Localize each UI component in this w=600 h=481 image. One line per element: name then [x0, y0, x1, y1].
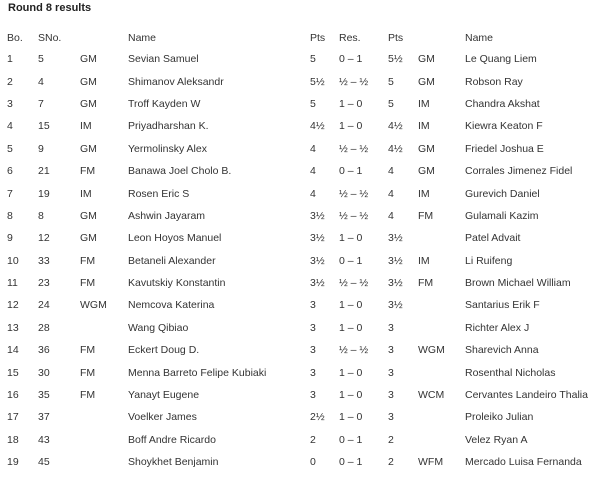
black-player-name: Le Quang Liem	[465, 53, 537, 66]
table-row	[0, 429, 600, 451]
black-title-cell	[418, 406, 465, 428]
white-player-name: Priyadharshan K.	[128, 120, 209, 133]
white-points-cell: 2½	[310, 411, 325, 424]
table-row	[0, 406, 600, 428]
black-title-cell	[418, 317, 465, 339]
board-cell: 9	[7, 232, 13, 245]
black-points-cell: 2	[388, 456, 394, 469]
result-cell: 0 – 1	[339, 456, 363, 469]
black-title-cell	[418, 294, 465, 316]
start-number-cell: 45	[38, 456, 50, 469]
black-title-cell: IM	[418, 254, 430, 267]
table-row	[0, 70, 600, 92]
white-points-cell: 5	[310, 97, 316, 110]
white-player-name: Wang Qibiao	[128, 321, 189, 334]
white-points-cell: 3	[310, 389, 316, 402]
result-cell: 0 – 1	[339, 53, 363, 66]
page-title: Round 8 results	[8, 2, 92, 14]
result-cell: ½ – ½	[339, 75, 369, 88]
start-number-cell: 35	[38, 389, 50, 402]
start-number-cell: 5	[38, 53, 44, 66]
start-number-cell: 21	[38, 165, 50, 178]
board-cell: 7	[7, 187, 13, 200]
table-row	[0, 205, 600, 227]
white-player-name: Shimanov Aleksandr	[128, 75, 224, 88]
table-row	[0, 317, 600, 339]
header-pts-white: Pts	[310, 32, 326, 44]
white-points-cell: 3	[310, 344, 316, 357]
table-row	[0, 384, 600, 406]
black-title-cell: IM	[418, 120, 430, 133]
result-cell: 1 – 0	[339, 97, 363, 110]
result-cell: 1 – 0	[339, 120, 363, 133]
black-points-cell: 4	[388, 209, 394, 222]
header-sno: SNo.	[38, 32, 62, 44]
start-number-cell: 8	[38, 209, 44, 222]
white-points-cell: 0	[310, 456, 316, 469]
black-player-name: Cervantes Landeiro Thalia	[465, 389, 588, 402]
white-player-name: Betaneli Alexander	[128, 254, 216, 267]
board-cell: 10	[7, 254, 19, 267]
black-player-name: Mercado Luisa Fernanda	[465, 456, 582, 469]
white-title-cell: FM	[80, 344, 96, 357]
white-points-cell: 4	[310, 142, 316, 155]
black-player-name: Friedel Joshua E	[465, 142, 544, 155]
board-cell: 6	[7, 165, 13, 178]
white-title-cell: FM	[80, 277, 96, 290]
white-points-cell: 3½	[310, 232, 325, 245]
black-title-cell: GM	[418, 53, 435, 66]
black-player-name: Patel Advait	[465, 232, 521, 245]
black-title-cell: WGM	[418, 344, 445, 357]
black-points-cell: 5½	[388, 53, 403, 66]
result-cell: ½ – ½	[339, 142, 369, 155]
white-points-cell: 3	[310, 366, 316, 379]
white-title-cell: WGM	[80, 299, 107, 312]
white-player-name: Banawa Joel Cholo B.	[128, 165, 232, 178]
result-cell: 0 – 1	[339, 165, 363, 178]
board-cell: 15	[7, 366, 19, 379]
white-player-name: Voelker James	[128, 411, 197, 424]
board-cell: 18	[7, 433, 19, 446]
black-player-name: Li Ruifeng	[465, 254, 513, 267]
black-points-cell: 4	[388, 187, 394, 200]
white-title-cell: GM	[80, 142, 97, 155]
white-points-cell: 3½	[310, 277, 325, 290]
black-player-name: Richter Alex J	[465, 321, 530, 334]
board-cell: 14	[7, 344, 19, 357]
black-player-name: Gulamali Kazim	[465, 209, 539, 222]
table-row	[0, 138, 600, 160]
white-player-name: Shoykhet Benjamin	[128, 456, 219, 469]
white-title-cell: GM	[80, 53, 97, 66]
table-row	[0, 250, 600, 272]
table-row	[0, 115, 600, 137]
results-body	[0, 48, 600, 473]
black-points-cell: 3½	[388, 299, 403, 312]
start-number-cell: 43	[38, 433, 50, 446]
header-result: Res.	[339, 32, 361, 44]
header-board: Bo.	[7, 32, 23, 44]
board-cell: 19	[7, 456, 19, 469]
white-player-name: Troff Kayden W	[128, 97, 201, 110]
start-number-cell: 15	[38, 120, 50, 133]
white-points-cell: 3	[310, 299, 316, 312]
black-player-name: Brown Michael William	[465, 277, 571, 290]
white-player-name: Boff Andre Ricardo	[128, 433, 216, 446]
table-row	[0, 227, 600, 249]
black-player-name: Kiewra Keaton F	[465, 120, 543, 133]
black-player-name: Rosenthal Nicholas	[465, 366, 556, 379]
black-player-name: Corrales Jimenez Fidel	[465, 165, 573, 178]
white-title-cell: IM	[80, 187, 92, 200]
result-cell: 1 – 0	[339, 389, 363, 402]
black-title-cell: GM	[418, 165, 435, 178]
black-points-cell: 3	[388, 344, 394, 357]
white-player-name: Kavutskiy Konstantin	[128, 277, 226, 290]
black-points-cell: 4½	[388, 142, 403, 155]
white-title-cell: GM	[80, 232, 97, 245]
white-player-name: Yanayt Eugene	[128, 389, 200, 402]
table-row	[0, 451, 600, 473]
black-player-name: Proleiko Julian	[465, 411, 534, 424]
black-player-name: Sharevich Anna	[465, 344, 539, 357]
white-title-cell: FM	[80, 254, 96, 267]
black-title-cell	[418, 227, 465, 249]
white-player-name: Eckert Doug D.	[128, 344, 200, 357]
result-cell: 1 – 0	[339, 232, 363, 245]
white-points-cell: 2	[310, 433, 316, 446]
result-cell: ½ – ½	[339, 209, 369, 222]
start-number-cell: 4	[38, 75, 44, 88]
white-player-name: Nemcova Katerina	[128, 299, 215, 312]
result-cell: 0 – 1	[339, 254, 363, 267]
table-row	[0, 182, 600, 204]
black-title-cell: IM	[418, 187, 430, 200]
result-cell: ½ – ½	[339, 344, 369, 357]
white-points-cell: 4½	[310, 120, 325, 133]
black-title-cell: FM	[418, 209, 434, 222]
black-player-name: Velez Ryan A	[465, 433, 528, 446]
black-points-cell: 4½	[388, 120, 403, 133]
white-player-name: Ashwin Jayaram	[128, 209, 206, 222]
table-row	[0, 93, 600, 115]
white-title-cell: IM	[80, 120, 92, 133]
header-name-white: Name	[128, 32, 157, 44]
header-title-black	[418, 28, 465, 48]
result-cell: 1 – 0	[339, 321, 363, 334]
white-player-name: Sevian Samuel	[128, 53, 199, 66]
white-player-name: Leon Hoyos Manuel	[128, 232, 222, 245]
start-number-cell: 7	[38, 97, 44, 110]
table-row	[0, 339, 600, 361]
white-points-cell: 3½	[310, 254, 325, 267]
black-title-cell	[418, 361, 465, 383]
board-cell: 16	[7, 389, 19, 402]
start-number-cell: 23	[38, 277, 50, 290]
start-number-cell: 36	[38, 344, 50, 357]
table-row	[0, 361, 600, 383]
black-player-name: Robson Ray	[465, 75, 523, 88]
start-number-cell: 12	[38, 232, 50, 245]
black-points-cell: 3	[388, 321, 394, 334]
board-cell: 4	[7, 120, 13, 133]
black-points-cell: 2	[388, 433, 394, 446]
header-name-black: Name	[465, 32, 494, 44]
start-number-cell: 37	[38, 411, 50, 424]
black-points-cell: 3	[388, 389, 394, 402]
board-cell: 1	[7, 53, 13, 66]
results-table	[0, 28, 600, 473]
white-title-cell	[80, 317, 128, 339]
black-player-name: Santarius Erik F	[465, 299, 540, 312]
white-player-name: Menna Barreto Felipe Kubiaki	[128, 366, 267, 379]
white-title-cell	[80, 451, 128, 473]
result-cell: 1 – 0	[339, 366, 363, 379]
white-title-cell: GM	[80, 209, 97, 222]
white-player-name: Yermolinsky Alex	[128, 142, 207, 155]
black-points-cell: 3½	[388, 232, 403, 245]
header-row	[0, 28, 600, 48]
white-title-cell: FM	[80, 389, 96, 402]
black-title-cell: IM	[418, 97, 430, 110]
header-title-white	[80, 28, 128, 48]
black-title-cell	[418, 429, 465, 451]
white-player-name: Rosen Eric S	[128, 187, 190, 200]
start-number-cell: 30	[38, 366, 50, 379]
board-cell: 8	[7, 209, 13, 222]
black-title-cell: WCM	[418, 389, 445, 402]
start-number-cell: 19	[38, 187, 50, 200]
result-cell: ½ – ½	[339, 277, 369, 290]
white-title-cell	[80, 429, 128, 451]
black-points-cell: 3½	[388, 277, 403, 290]
header-pts-black: Pts	[388, 32, 404, 44]
board-cell: 17	[7, 411, 19, 424]
board-cell: 11	[7, 277, 18, 290]
black-points-cell: 5	[388, 97, 394, 110]
start-number-cell: 9	[38, 142, 44, 155]
board-cell: 3	[7, 97, 13, 110]
result-cell: 0 – 1	[339, 433, 363, 446]
black-player-name: Chandra Akshat	[465, 97, 540, 110]
white-title-cell	[80, 406, 128, 428]
white-title-cell: GM	[80, 75, 97, 88]
white-points-cell: 5½	[310, 75, 325, 88]
start-number-cell: 33	[38, 254, 50, 267]
white-points-cell: 4	[310, 165, 316, 178]
board-cell: 5	[7, 142, 13, 155]
black-title-cell: WFM	[418, 456, 444, 469]
white-title-cell: FM	[80, 366, 96, 379]
board-cell: 13	[7, 321, 19, 334]
black-title-cell: GM	[418, 75, 435, 88]
white-title-cell: FM	[80, 165, 96, 178]
white-points-cell: 3	[310, 321, 316, 334]
white-points-cell: 4	[310, 187, 316, 200]
black-points-cell: 3½	[388, 254, 403, 267]
table-row	[0, 48, 600, 70]
black-points-cell: 3	[388, 366, 394, 379]
board-cell: 2	[7, 75, 13, 88]
white-points-cell: 3½	[310, 209, 325, 222]
result-cell: 1 – 0	[339, 411, 363, 424]
table-row	[0, 294, 600, 316]
white-points-cell: 5	[310, 53, 316, 66]
black-title-cell: FM	[418, 277, 434, 290]
table-row	[0, 160, 600, 182]
black-points-cell: 3	[388, 411, 394, 424]
result-cell: 1 – 0	[339, 299, 363, 312]
table-row	[0, 272, 600, 294]
result-cell: ½ – ½	[339, 187, 369, 200]
black-player-name: Gurevich Daniel	[465, 187, 540, 200]
start-number-cell: 28	[38, 321, 50, 334]
start-number-cell: 24	[38, 299, 50, 312]
white-title-cell: GM	[80, 97, 97, 110]
black-points-cell: 4	[388, 165, 394, 178]
black-title-cell: GM	[418, 142, 435, 155]
black-points-cell: 5	[388, 75, 394, 88]
board-cell: 12	[7, 299, 19, 312]
